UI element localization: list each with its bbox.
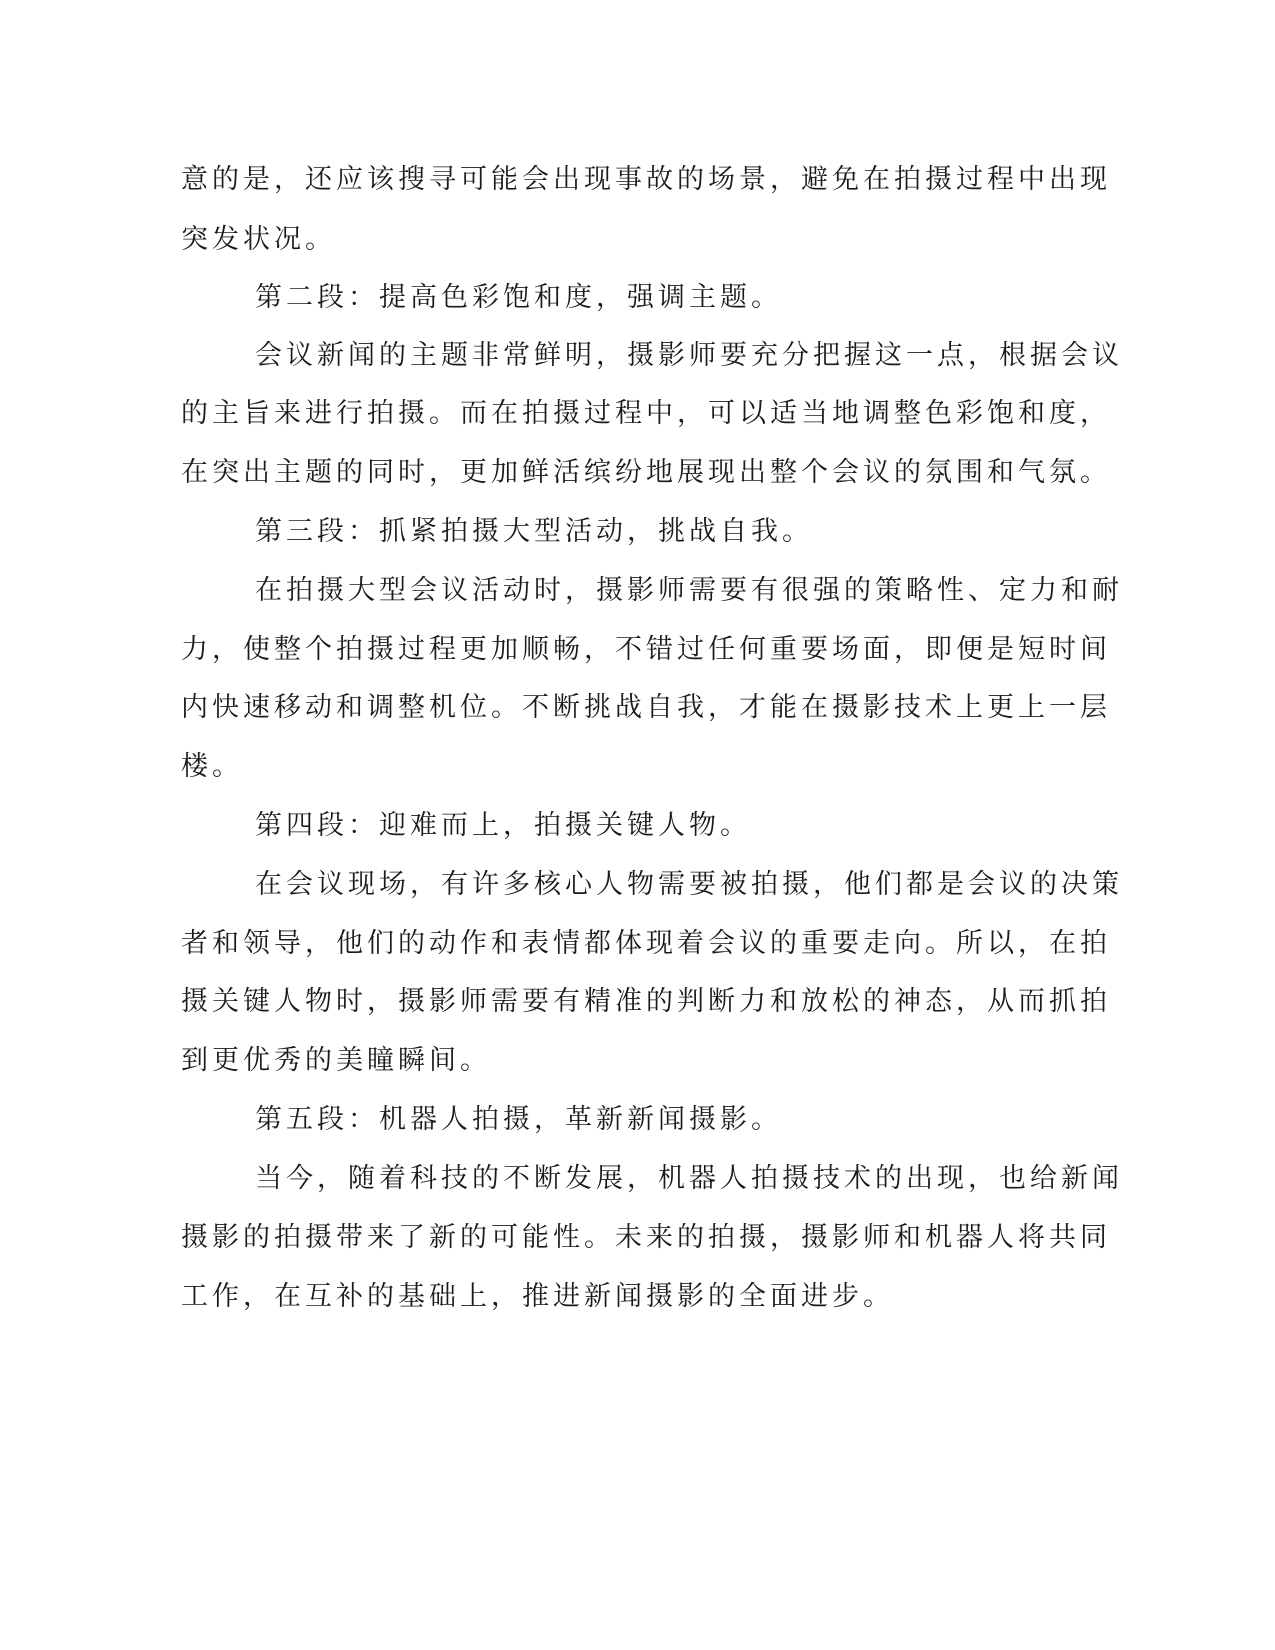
text-line: 意的是，还应该搜寻可能会出现事故的场景，避免在拍摄过程中出现	[181, 164, 1111, 195]
text-line: 者和领导，他们的动作和表情都体现着会议的重要走向。所以，在拍	[181, 928, 1111, 959]
text-line: 会议新闻的主题非常鲜明，摄影师要充分把握这一点，根据会议	[255, 340, 1123, 371]
text-line: 摄影的拍摄带来了新的可能性。未来的拍摄，摄影师和机器人将共同	[181, 1222, 1111, 1253]
text-line: 在突出主题的同时，更加鲜活缤纷地展现出整个会议的氛围和气氛。	[181, 457, 1111, 488]
text-line: 的主旨来进行拍摄。而在拍摄过程中，可以适当地调整色彩饱和度，	[181, 398, 1111, 429]
text-line: 当今，随着科技的不断发展，机器人拍摄技术的出现，也给新闻	[255, 1163, 1123, 1194]
section-heading-3: 第三段：抓紧拍摄大型活动，挑战自我。	[255, 516, 813, 547]
text-line: 内快速移动和调整机位。不断挑战自我，才能在摄影技术上更上一层	[181, 692, 1111, 723]
text-line: 突发状况。	[181, 224, 336, 255]
section-heading-4: 第四段：迎难而上，拍摄关键人物。	[255, 810, 751, 841]
text-line: 摄关键人物时，摄影师需要有精准的判断力和放松的神态，从而抓拍	[181, 986, 1111, 1017]
text-line: 在会议现场，有许多核心人物需要被拍摄，他们都是会议的决策	[255, 869, 1123, 900]
text-line: 工作，在互补的基础上，推进新闻摄影的全面进步。	[181, 1281, 894, 1312]
text-line: 到更优秀的美瞳瞬间。	[181, 1045, 491, 1076]
text-line: 楼。	[181, 751, 243, 782]
text-line: 力，使整个拍摄过程更加顺畅，不错过任何重要场面，即便是短时间	[181, 634, 1111, 665]
text-line: 在拍摄大型会议活动时，摄影师需要有很强的策略性、定力和耐	[255, 575, 1123, 606]
section-heading-5: 第五段：机器人拍摄，革新新闻摄影。	[255, 1104, 782, 1135]
section-heading-2: 第二段：提高色彩饱和度，强调主题。	[255, 282, 782, 313]
